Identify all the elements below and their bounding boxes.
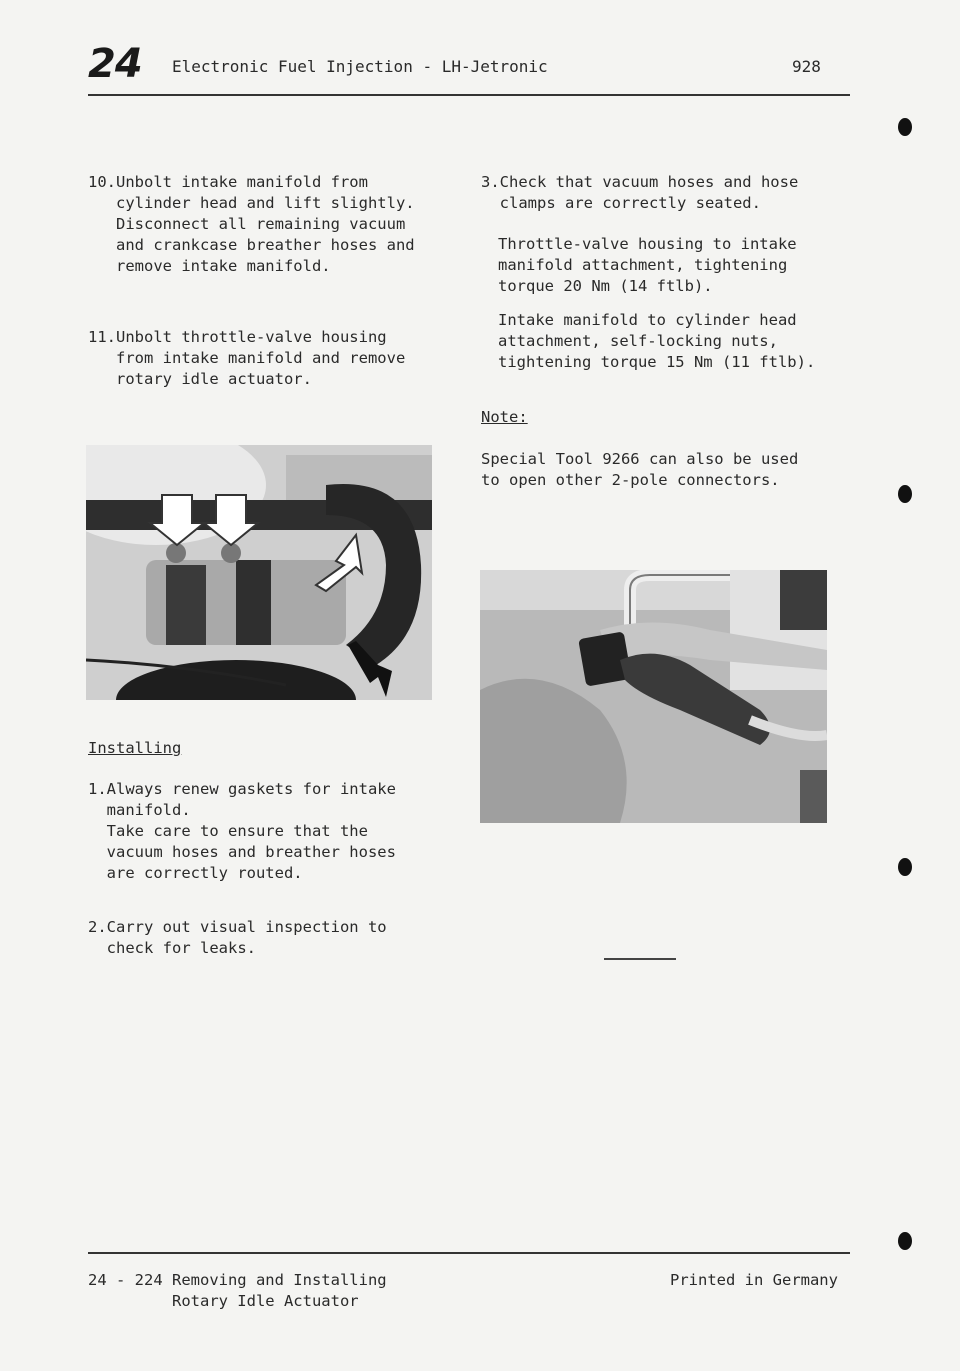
step-number: 1. bbox=[88, 780, 107, 798]
installing-heading: Installing bbox=[88, 739, 182, 757]
footer-rule bbox=[88, 1252, 850, 1254]
chapter-number: 24 bbox=[88, 41, 142, 87]
step-text: Carry out visual inspection to check for leaks. bbox=[106, 918, 387, 957]
footer-printed-in: Printed in Germany bbox=[670, 1271, 838, 1289]
step-number: 11. bbox=[88, 328, 116, 346]
end-of-section-rule bbox=[604, 958, 676, 960]
install-step-3 bbox=[481, 172, 861, 214]
step-number: 10. bbox=[88, 173, 116, 191]
idle-actuator-photo bbox=[86, 445, 432, 700]
torque-spec-throttle-housing: Throttle-valve housing to intake manifold attachment, tightening torque 20 Nm (14 ftlb). bbox=[498, 235, 797, 295]
install-step-1 bbox=[88, 779, 448, 884]
header-page-number: 928 bbox=[792, 57, 821, 76]
torque-spec-intake-manifold: Intake manifold to cylinder head attachment, self-locking nuts, tightening torque 15 Nm (11 ftlb). bbox=[498, 311, 816, 371]
step-text: Unbolt throttle-valve housing from intake manifold and remove rotary idle actuator. bbox=[116, 328, 406, 388]
step-11 bbox=[88, 327, 448, 390]
step-number: 2. bbox=[88, 918, 107, 936]
step-text: Unbolt intake manifold from cylinder head and lift slightly. Disconnect all remaining vacuum and crankcase breather hoses and remove intake manifold. bbox=[116, 173, 415, 275]
note-heading: Note: bbox=[481, 408, 528, 426]
footer-section-reference: 24 - 224 Removing and Installing Rotary Idle Actuator bbox=[88, 1271, 387, 1310]
header-title: Electronic Fuel Injection - LH-Jetronic bbox=[172, 57, 548, 76]
step-text: Always renew gaskets for intake manifold. Take care to ensure that the vacuum hoses and breather hoses are correctly routed. bbox=[106, 780, 396, 882]
install-step-2 bbox=[88, 917, 448, 959]
header-rule bbox=[88, 94, 850, 96]
note-text: Special Tool 9266 can also be used to open other 2-pole connectors. bbox=[481, 450, 799, 489]
binder-hole-dot bbox=[898, 858, 912, 876]
step-number: 3. bbox=[481, 173, 500, 191]
step-10 bbox=[88, 172, 448, 277]
idle-actuator-illustration bbox=[86, 445, 432, 700]
connector-illustration bbox=[480, 570, 827, 823]
binder-hole-dot bbox=[898, 485, 912, 503]
binder-hole-dot bbox=[898, 1232, 912, 1250]
step-text: Check that vacuum hoses and hose clamps are correctly seated. bbox=[499, 173, 799, 212]
connector-photo bbox=[480, 570, 827, 823]
binder-hole-dot bbox=[898, 118, 912, 136]
